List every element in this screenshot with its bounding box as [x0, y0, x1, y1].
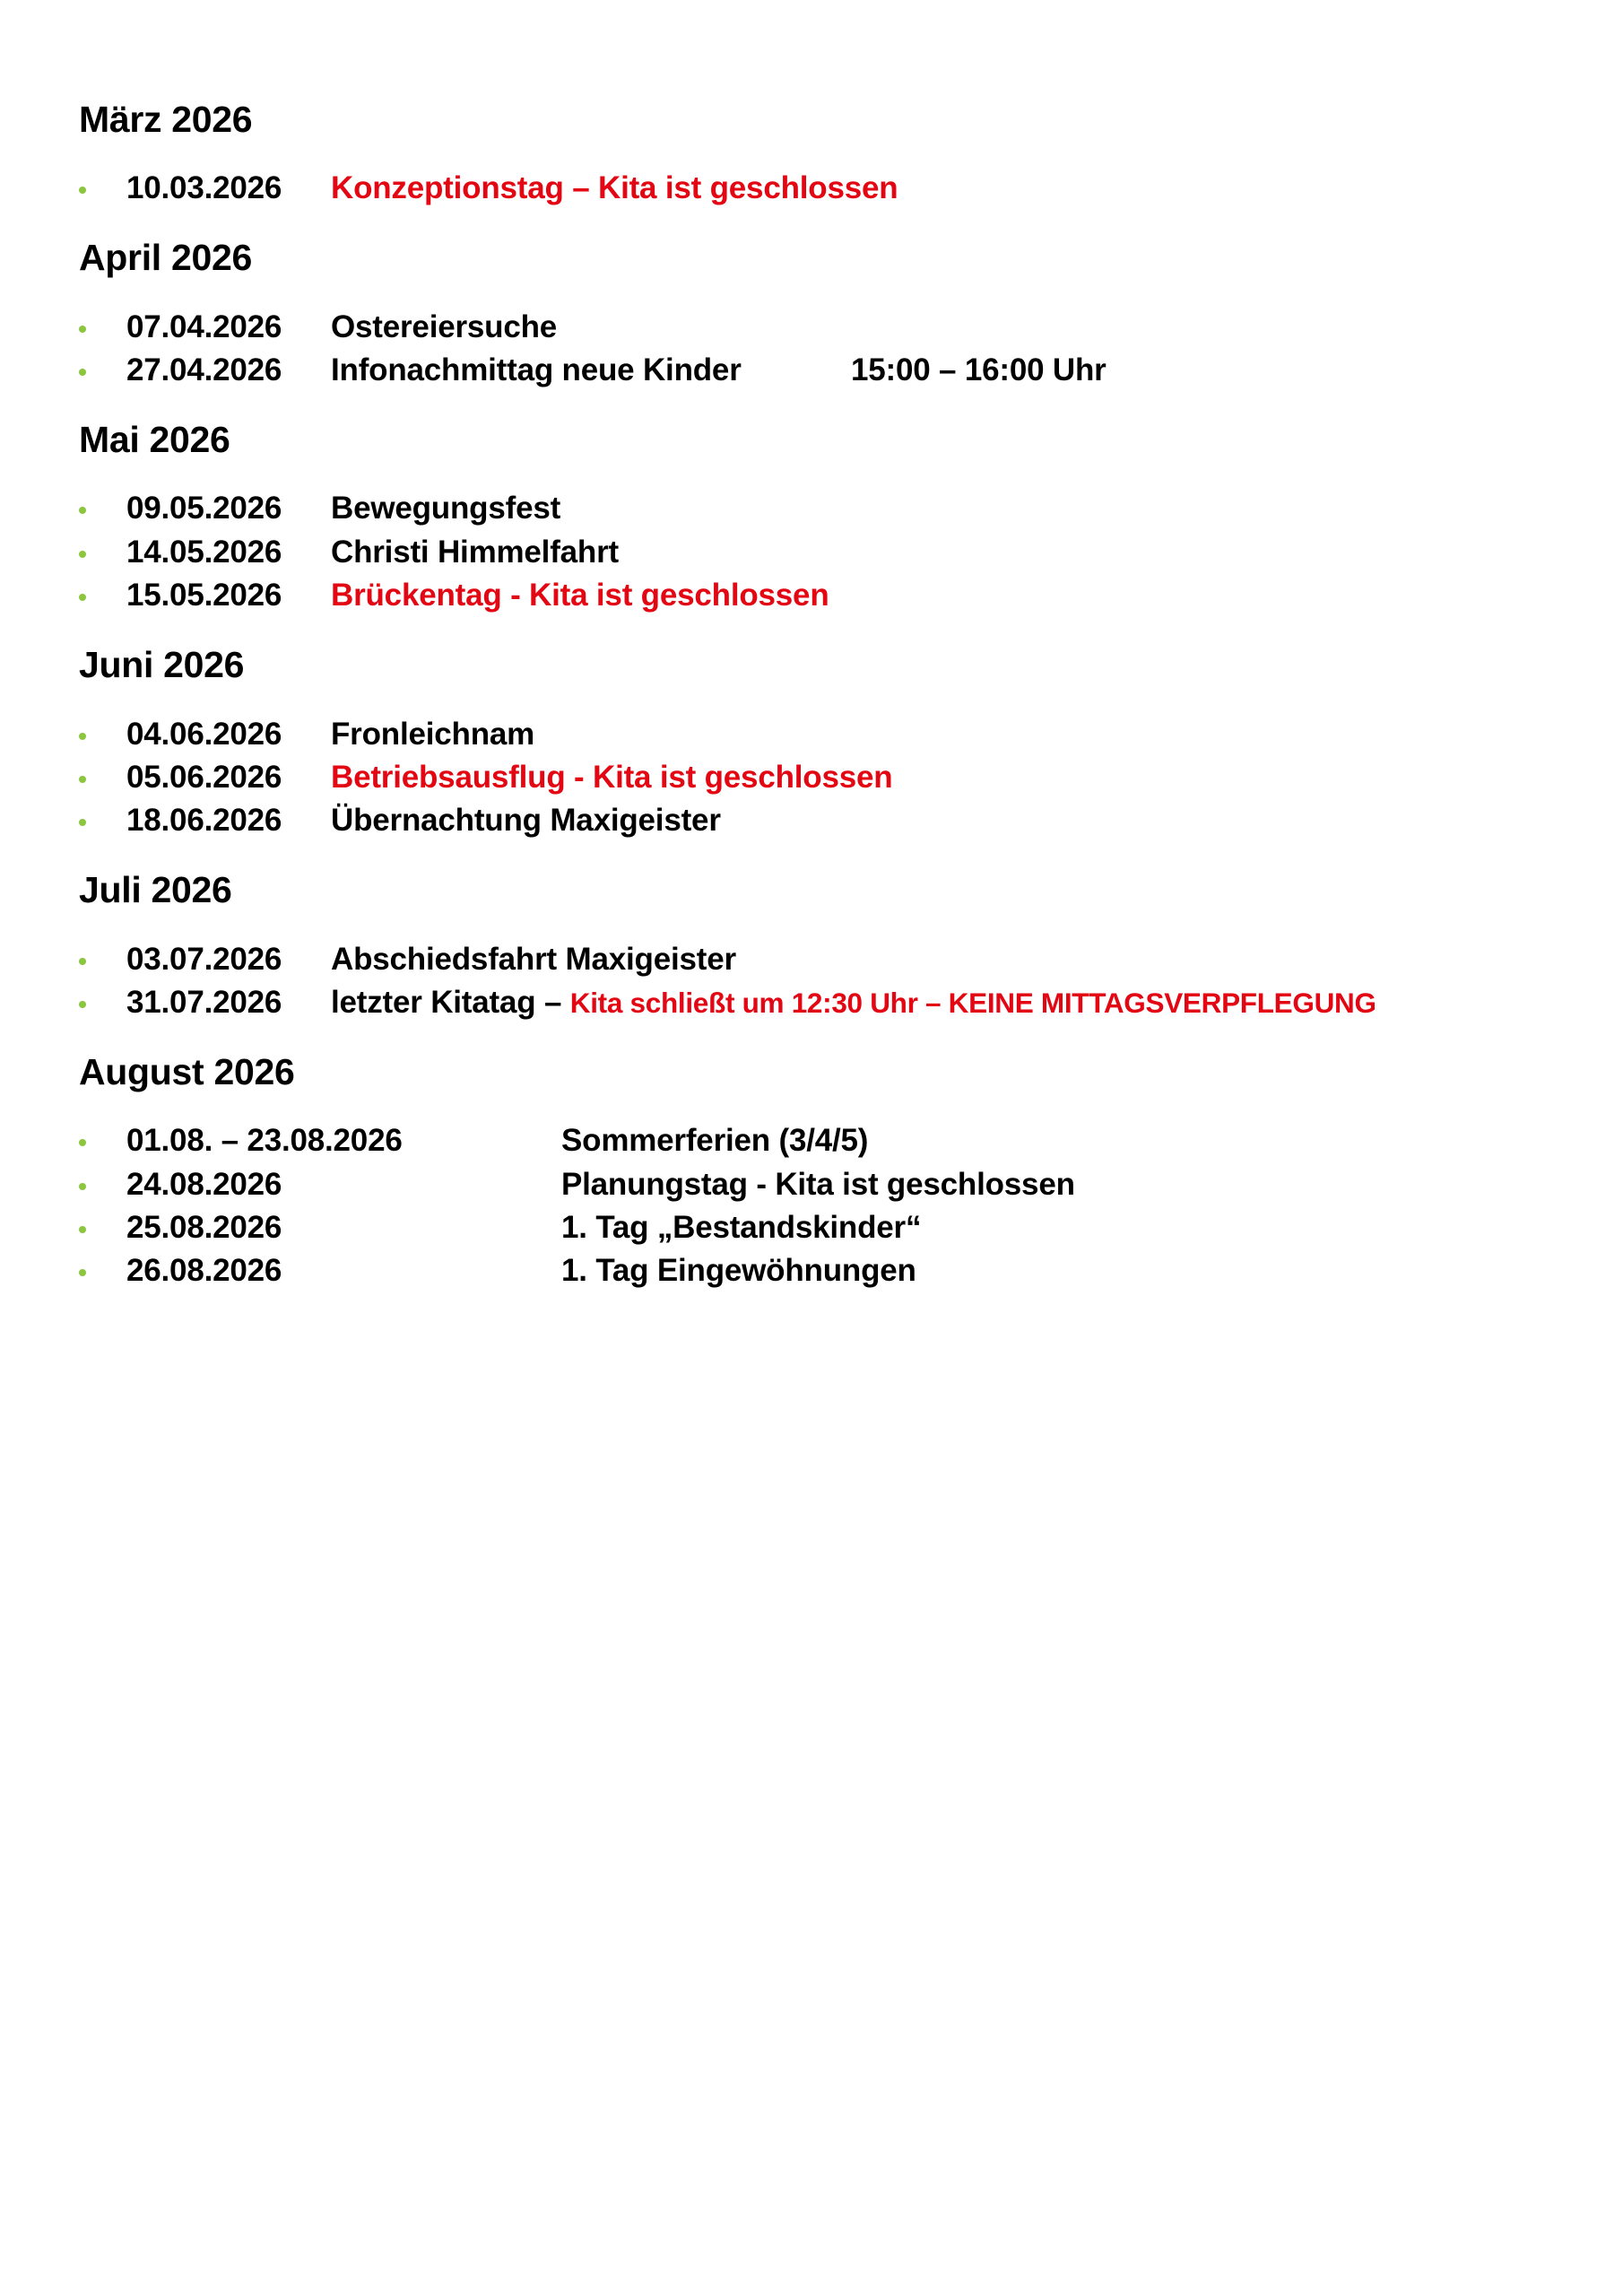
event-time: 15:00 – 16:00 Uhr: [851, 352, 1107, 387]
month-section-mai: [0, 392, 1623, 617]
event-date: 14.05.2026: [126, 534, 282, 570]
event-row: [0, 167, 1623, 210]
month-section-august: [0, 1024, 1623, 1292]
event-row: [0, 306, 1623, 349]
month-heading: August 2026: [79, 1051, 295, 1093]
event-title: 1. Tag Eingewöhnungen: [561, 1253, 916, 1289]
bullet-icon: [79, 1001, 86, 1008]
event-row: [0, 1119, 1623, 1162]
event-date: 09.05.2026: [126, 491, 282, 526]
event-title: Abschiedsfahrt Maxigeister: [331, 941, 736, 977]
bullet-icon: [79, 819, 86, 826]
month-section-juli: [0, 842, 1623, 1024]
event-date: 03.07.2026: [126, 941, 282, 977]
bullet-icon: [79, 369, 86, 376]
event-row: [0, 756, 1623, 799]
bullet-icon: [79, 1269, 86, 1276]
month-heading: März 2026: [79, 99, 253, 140]
event-list: [0, 938, 1623, 1025]
event-title: Planungstag - Kita ist geschlossen: [561, 1166, 1075, 1202]
event-row: [0, 981, 1623, 1024]
event-date: 04.06.2026: [126, 716, 282, 752]
event-row: [0, 1206, 1623, 1249]
event-date: 24.08.2026: [126, 1166, 282, 1202]
month-heading: April 2026: [79, 237, 252, 279]
bullet-icon: [79, 594, 86, 601]
bullet-icon: [79, 326, 86, 333]
event-date: 15.05.2026: [126, 578, 282, 613]
event-title-closed: Betriebsausflug - Kita ist geschlossen: [331, 759, 893, 795]
event-date: 31.07.2026: [126, 984, 282, 1020]
bullet-icon: [79, 551, 86, 558]
event-row: [0, 531, 1623, 574]
event-title-with-note: [331, 981, 1376, 1024]
event-title: 1. Tag „Bestandskinder“: [561, 1209, 922, 1245]
event-title: Übernachtung Maxigeister: [331, 803, 721, 839]
bullet-icon: [79, 1139, 86, 1146]
event-list: [0, 713, 1623, 843]
event-date: 07.04.2026: [126, 309, 282, 344]
event-row: [0, 574, 1623, 617]
event-list: [0, 167, 1623, 210]
bullet-icon: [79, 958, 86, 965]
event-note-warning: Kita schließt um 12:30 Uhr – KEINE MITTAGSVERPFLEGUNG: [569, 986, 1376, 1019]
bullet-icon: [79, 1183, 86, 1190]
event-list: [0, 1119, 1623, 1292]
event-date: 10.03.2026: [126, 170, 282, 206]
month-heading: Juni 2026: [79, 644, 245, 686]
event-row: [0, 1249, 1623, 1292]
event-title-closed: Brückentag - Kita ist geschlossen: [331, 578, 829, 613]
month-section-maerz: [0, 72, 1623, 210]
bullet-icon: [79, 776, 86, 783]
event-row: [0, 713, 1623, 756]
event-title-closed: Konzeptionstag – Kita ist geschlossen: [331, 170, 898, 206]
event-list: [0, 487, 1623, 617]
event-calendar-document: [0, 72, 1623, 1293]
event-list: [0, 306, 1623, 393]
event-date: 05.06.2026: [126, 759, 282, 795]
event-row: [0, 349, 1623, 392]
bullet-icon: [79, 187, 86, 194]
month-heading: Juli 2026: [79, 869, 232, 911]
event-title: Infonachmittag neue Kinder: [331, 352, 742, 387]
event-title: Ostereiersuche: [331, 309, 558, 344]
event-date-range: 01.08. – 23.08.2026: [126, 1123, 403, 1159]
event-row: [0, 799, 1623, 842]
event-date: 18.06.2026: [126, 803, 282, 839]
event-title: Bewegungsfest: [331, 491, 561, 526]
bullet-icon: [79, 1226, 86, 1233]
event-row: [0, 487, 1623, 530]
event-title: Sommerferien (3/4/5): [561, 1123, 869, 1159]
event-row: [0, 938, 1623, 981]
event-title: Christi Himmelfahrt: [331, 534, 619, 570]
event-title-text: letzter Kitatag –: [331, 984, 570, 1020]
month-section-juni: [0, 617, 1623, 842]
event-title: Fronleichnam: [331, 716, 535, 752]
event-date: 27.04.2026: [126, 352, 282, 387]
bullet-icon: [79, 507, 86, 514]
event-date: 26.08.2026: [126, 1253, 282, 1289]
bullet-icon: [79, 733, 86, 740]
event-date: 25.08.2026: [126, 1209, 282, 1245]
event-row: [0, 1163, 1623, 1206]
month-section-april: [0, 210, 1623, 392]
month-heading: Mai 2026: [79, 419, 230, 461]
